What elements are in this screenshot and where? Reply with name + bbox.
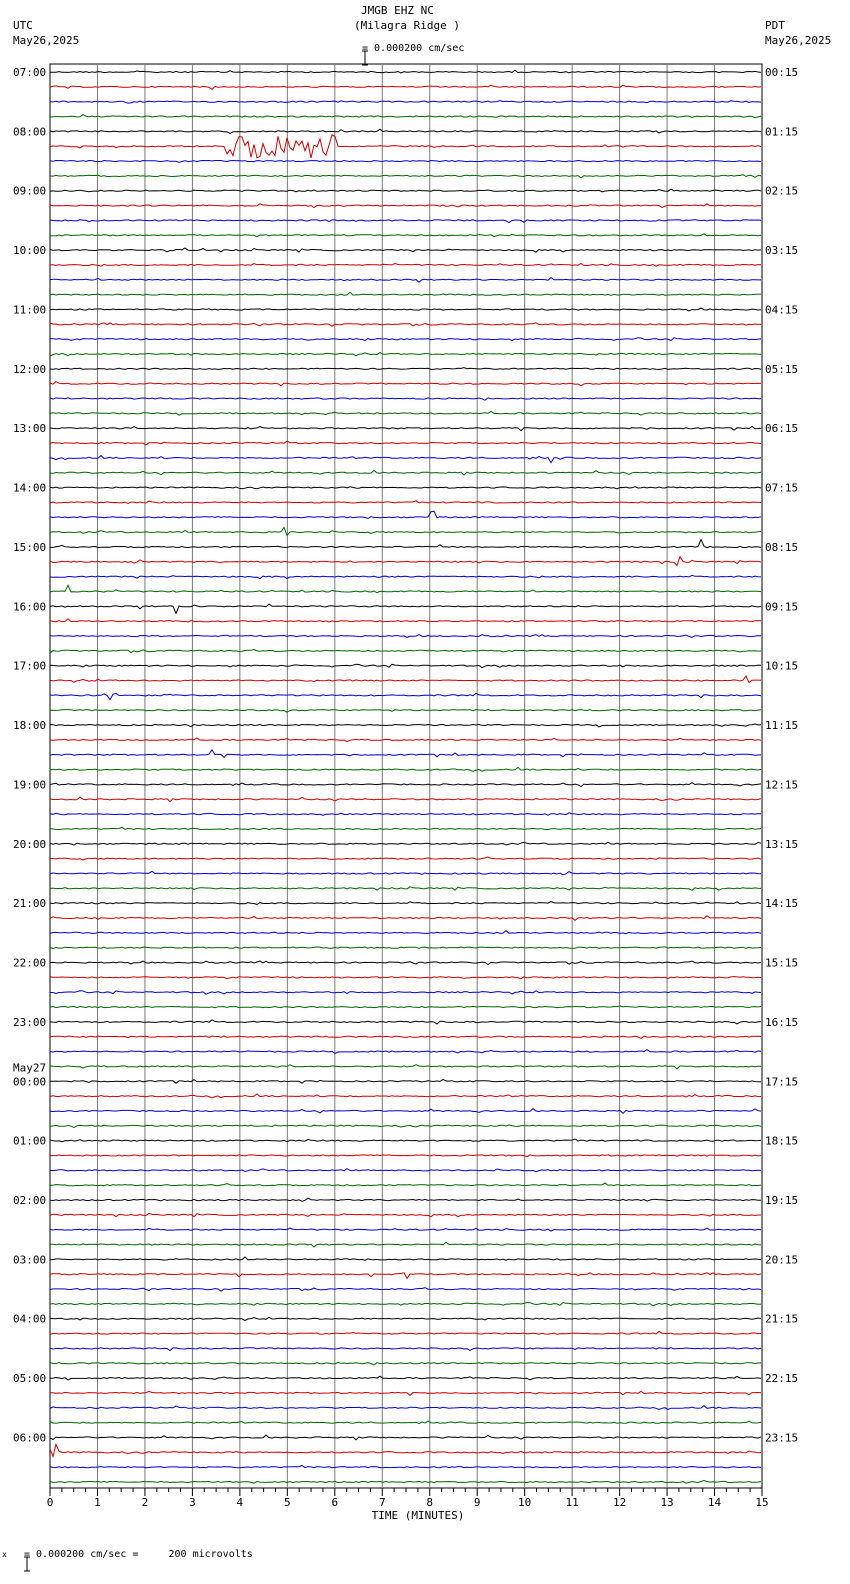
trace-row (50, 115, 761, 118)
trace-row (50, 961, 761, 964)
trace-row (50, 161, 761, 163)
pdt-hour-label: 06:15 (765, 422, 799, 436)
trace-row (50, 887, 761, 891)
trace-row (50, 1406, 761, 1410)
utc-hour-label: 20:00 (13, 837, 47, 851)
trace-row (50, 1376, 761, 1380)
utc-hour-label: 17:00 (13, 659, 47, 673)
trace-row (50, 323, 761, 326)
utc-hour-label: 16:00 (13, 600, 47, 614)
x-tick-label: 12 (612, 1496, 627, 1509)
trace-row (50, 220, 761, 223)
pdt-hour-label: 14:15 (765, 897, 799, 911)
trace-row (50, 635, 761, 638)
trace-row (50, 827, 761, 829)
trace-row (50, 783, 761, 787)
trace-row (50, 649, 761, 652)
utc-date-change-label: May27 (13, 1061, 47, 1075)
trace-row (50, 1435, 761, 1440)
x-tick-label: 1 (94, 1496, 101, 1509)
trace-row (50, 471, 761, 476)
x-axis-label: TIME (MINUTES) (371, 1509, 465, 1522)
trace-row (50, 991, 761, 994)
pdt-hour-label: 12:15 (765, 778, 799, 792)
trace-row (50, 338, 761, 341)
trace-row (50, 1228, 761, 1231)
trace-row (50, 234, 761, 237)
trace-row (50, 1288, 761, 1292)
trace-row (50, 1065, 761, 1069)
trace-row (50, 1257, 761, 1260)
trace-row (50, 738, 761, 742)
utc-hour-label: 01:00 (13, 1134, 47, 1148)
utc-hour-label: 21:00 (13, 897, 47, 911)
trace-row (50, 263, 761, 266)
pdt-hour-label: 02:15 (765, 184, 799, 198)
trace-row (50, 101, 761, 104)
trace-row (50, 427, 761, 431)
trace-row (50, 1079, 761, 1083)
trace-row (50, 1183, 761, 1186)
trace-row (50, 527, 761, 535)
pdt-hour-label: 09:15 (765, 600, 799, 614)
trace-row (50, 1363, 761, 1365)
trace-row (50, 1006, 761, 1008)
trace-row (50, 902, 761, 905)
pdt-hour-label: 10:15 (765, 659, 799, 673)
trace-row (50, 1348, 761, 1351)
trace-row (50, 382, 761, 386)
pdt-hour-label: 07:15 (765, 481, 799, 495)
x-tick-label: 6 (331, 1496, 339, 1509)
utc-hour-label: 14:00 (13, 481, 47, 495)
utc-hour-label: 19:00 (13, 778, 47, 792)
x-tick-label: 5 (284, 1496, 291, 1509)
trace-row (50, 676, 761, 683)
trace-row (50, 1050, 761, 1054)
trace-row (50, 557, 761, 566)
trace-row (50, 1421, 761, 1424)
trace-row (50, 1391, 761, 1395)
pdt-hour-label: 05:15 (765, 362, 799, 376)
x-tick-label: 14 (707, 1496, 722, 1509)
utc-hour-label: 06:00 (13, 1431, 47, 1445)
trace-row (50, 857, 761, 860)
trace-row (50, 1036, 761, 1038)
trace-row (50, 189, 761, 192)
trace-row (50, 411, 761, 415)
trace-row (50, 931, 761, 934)
utc-hour-label: 13:00 (13, 422, 47, 436)
trace-row (50, 353, 761, 356)
utc-hour-label: 08:00 (13, 125, 47, 139)
x-tick-label: 9 (473, 1496, 481, 1509)
trace-row (50, 1317, 761, 1320)
x-tick-label: 11 (565, 1496, 579, 1509)
x-tick-label: 3 (189, 1496, 196, 1509)
trace-row (50, 916, 761, 921)
trace-row (50, 501, 761, 504)
trace-row (50, 1213, 761, 1217)
utc-hour-label: 18:00 (13, 719, 47, 733)
trace-row (50, 619, 761, 622)
trace-row (50, 947, 761, 949)
pdt-hour-label: 23:15 (765, 1431, 799, 1445)
x-tick-label: 2 (141, 1496, 149, 1509)
trace-row (50, 135, 761, 158)
trace-row (50, 1139, 761, 1142)
trace-row (50, 398, 761, 400)
x-tick-label: 13 (660, 1496, 674, 1509)
pdt-hour-label: 11:15 (765, 719, 799, 733)
trace-row (50, 368, 761, 370)
x-tick-label: 4 (236, 1496, 244, 1509)
footer-scale-label: = 0.000200 cm/sec = 200 microvolts (24, 1549, 253, 1560)
trace-row (50, 1109, 761, 1114)
x-tick-label: 10 (518, 1496, 532, 1509)
x-tick-label: 0 (46, 1496, 54, 1509)
trace-row (50, 604, 761, 613)
pdt-hour-label: 13:15 (765, 837, 799, 851)
trace-row (50, 1273, 761, 1279)
pdt-hour-label: 19:15 (765, 1194, 799, 1207)
trace-row (50, 664, 761, 667)
pdt-hour-label: 04:15 (765, 303, 799, 317)
scale-label: = 0.000200 cm/sec (362, 43, 465, 54)
utc-hour-label: 09:00 (13, 184, 47, 198)
trace-row (50, 308, 761, 311)
trace-row (50, 724, 761, 727)
utc-hour-label: 12:00 (13, 362, 47, 376)
trace-row (50, 1169, 761, 1172)
utc-date-label: May26,2025 (13, 34, 80, 47)
trace-row (50, 871, 761, 874)
trace-row (50, 977, 761, 979)
pdt-hour-label: 00:15 (765, 66, 799, 79)
trace-row (50, 842, 761, 845)
utc-hour-label: 07:00 (13, 66, 47, 79)
trace-row (50, 710, 761, 713)
pdt-hour-label: 17:15 (765, 1075, 799, 1089)
trace-row (50, 575, 761, 578)
utc-hour-label: 15:00 (13, 540, 47, 554)
trace-row (50, 487, 761, 489)
trace-row (50, 1466, 761, 1468)
utc-zone-label: UTC (13, 19, 33, 32)
trace-row (50, 1155, 761, 1157)
site-title: (Milagra Ridge ) (354, 19, 460, 32)
trace-row (50, 1303, 761, 1306)
pdt-hour-label: 21:15 (765, 1312, 799, 1326)
pdt-hour-label: 22:15 (765, 1372, 799, 1386)
utc-hour-label: 00:00 (13, 1075, 47, 1089)
utc-hour-label: 10:00 (13, 244, 47, 258)
trace-row (50, 767, 761, 771)
pdt-hour-label: 15:15 (765, 956, 799, 970)
utc-hour-label: 02:00 (13, 1194, 47, 1207)
trace-row (50, 441, 761, 445)
footer-marker: x (2, 1550, 7, 1559)
trace-row (50, 129, 761, 133)
trace-row (50, 693, 761, 699)
trace-row (50, 1332, 761, 1335)
pdt-hour-label: 01:15 (765, 125, 799, 139)
trace-row (50, 1444, 761, 1456)
utc-hour-label: 03:00 (13, 1253, 47, 1267)
pdt-hour-label: 16:15 (765, 1015, 799, 1029)
trace-row (50, 1020, 761, 1024)
trace-row (50, 797, 761, 802)
trace-row (50, 278, 761, 283)
pdt-hour-label: 08:15 (765, 540, 799, 554)
utc-hour-label: 05:00 (13, 1372, 47, 1386)
trace-row (50, 175, 761, 178)
trace-row (50, 1198, 761, 1201)
trace-row (50, 1094, 761, 1098)
x-tick-label: 15 (755, 1496, 769, 1509)
pdt-hour-label: 20:15 (765, 1253, 799, 1267)
trace-row (50, 585, 761, 593)
trace-row (50, 511, 761, 518)
pdt-date-label: May26,2025 (765, 34, 832, 47)
x-tick-label: 7 (378, 1496, 386, 1509)
trace-row (50, 1481, 761, 1484)
trace-row (50, 85, 761, 89)
station-title: JMGB EHZ NC (361, 4, 434, 17)
pdt-hour-label: 18:15 (765, 1134, 799, 1148)
trace-row (50, 813, 761, 816)
trace-row (50, 204, 761, 208)
utc-hour-label: 11:00 (13, 303, 47, 317)
trace-row (50, 540, 761, 548)
x-tick-label: 8 (426, 1496, 434, 1509)
trace-row (50, 750, 761, 757)
trace-row (50, 1125, 761, 1128)
trace-row (50, 456, 761, 463)
trace-row (50, 248, 761, 252)
pdt-zone-label: PDT (765, 19, 785, 32)
trace-row (50, 1242, 761, 1247)
utc-hour-label: 23:00 (13, 1015, 47, 1029)
trace-row (50, 292, 761, 295)
pdt-hour-label: 03:15 (765, 244, 799, 258)
utc-hour-label: 04:00 (13, 1312, 47, 1326)
utc-hour-label: 22:00 (13, 956, 47, 970)
trace-row (50, 70, 761, 73)
